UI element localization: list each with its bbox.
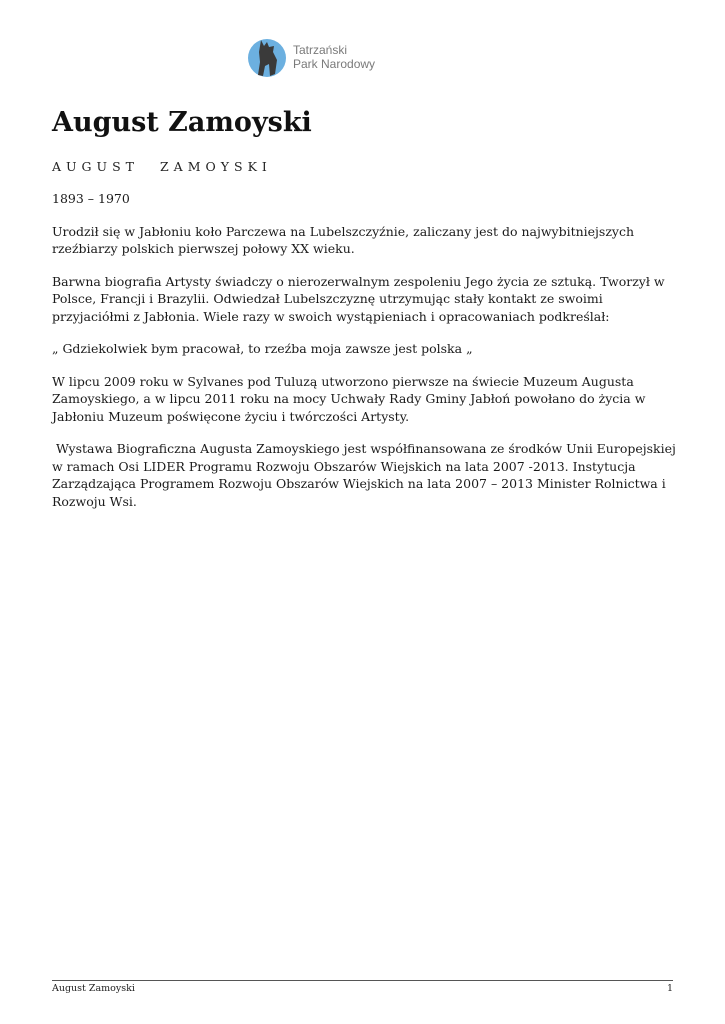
footer-divider xyxy=(52,980,673,981)
footer-title: August Zamoyski xyxy=(52,983,135,994)
chamois-logo-icon xyxy=(247,36,289,78)
paragraph-museum: W lipcu 2009 roku w Sylvanes pod Tuluzą utworzono pierwsze na świecie Muzeum Augusta Zamoyskiego, a w lipcu 2011 roku na mocy Uchwały Rady Gminy Jabłoń powołano do życia w Jabłoniu Muzeum poświęcone życiu i twórczości Artysty. xyxy=(52,373,646,424)
logo-line-1: Tatrzański xyxy=(293,43,348,57)
page-title: August Zamoyski xyxy=(52,107,312,138)
park-logo xyxy=(247,36,375,78)
spaced-subtitle xyxy=(52,159,682,174)
paragraph-biography: Barwna biografia Artysty świadczy o nierozerwalnym zespoleniu Jego życia ze sztuką. Tworzył w Polsce, Francji i Brazylii. Odwiedzał Lubelszczyznę utrzymując stały kontakt ze swoimi przyjaciółmi z Jabłonia. Wiele razy w swoich wystąpieniach i opracowaniach podkreślał: xyxy=(52,273,665,324)
subtitle-first-name: AUGUST xyxy=(52,159,139,174)
page-number: 1 xyxy=(666,983,673,994)
life-years: 1893 – 1970 xyxy=(52,191,130,206)
logo-line-2: Park Narodowy xyxy=(293,57,376,71)
logo-text xyxy=(293,43,375,71)
paragraph-quote: „ Gdziekolwiek bym pracował, to rzeźba moja zawsze jest polska „ xyxy=(52,341,473,356)
paragraph-intro: Urodził się w Jabłoniu koło Parczewa na Lubelszczyźnie, zaliczany jest do najwybitniejszych rzeźbiarzy polskich pierwszej połowy XX wieku. xyxy=(52,223,635,256)
subtitle-last-name: ZAMOYSKI xyxy=(160,159,272,174)
paragraph-funding: Wystawa Biograficzna Augusta Zamoyskiego jest współfinansowana ze środków Unii Europejskiej w ramach Osi LIDER Programu Rozwoju Obszarów Wiejskich na lata 2007 -2013. Instytucja Zarządzająca Programem Rozwoju Obszarów Wiejskich na lata 2007 – 2013 Minister Rolnictwa i Rozwoju Wsi. xyxy=(52,441,680,509)
article-content xyxy=(52,104,682,510)
page-footer xyxy=(52,983,673,994)
